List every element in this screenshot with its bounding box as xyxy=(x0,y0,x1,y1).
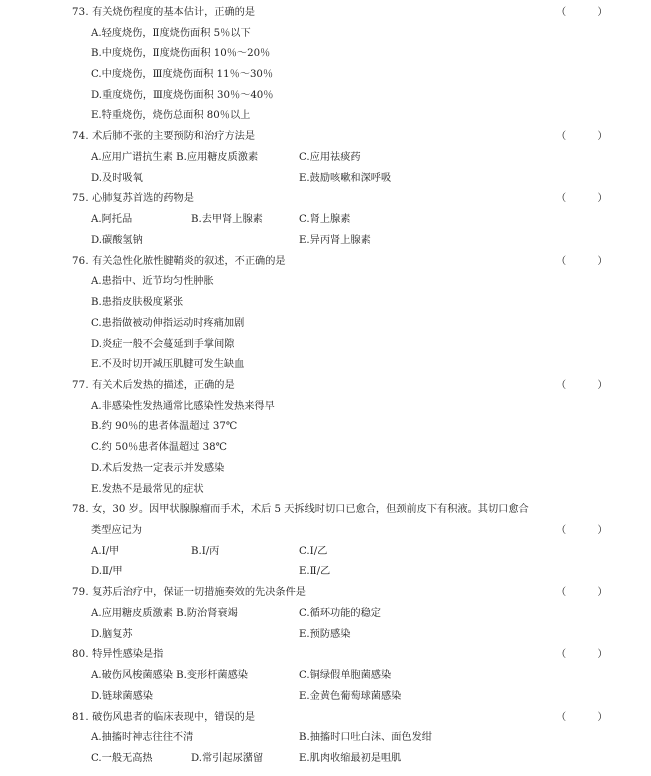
option-c: C.约 50％患者体温超过 38℃ xyxy=(91,442,227,453)
answer-bracket: （ ） xyxy=(556,193,622,204)
option-d: D.Ⅱ/甲 xyxy=(91,566,123,577)
option-b: B.约 90％的患者体温超过 37℃ xyxy=(91,421,238,432)
question-77-stem xyxy=(72,379,235,392)
option-c: C.循环功能的稳定 xyxy=(299,608,381,619)
question-text: 术后肺不张的主要预防和治疗方法是 xyxy=(92,131,256,142)
question-text: 心肺复苏首选的药物是 xyxy=(92,193,194,204)
answer-bracket: （ ） xyxy=(556,380,622,391)
answer-bracket: （ ） xyxy=(556,131,622,142)
option-e: E.特重烧伤，烧伤总面积 80％以上 xyxy=(91,110,251,121)
option-e: E.异丙肾上腺素 xyxy=(299,235,371,246)
option-c: C.中度烧伤，Ⅲ度烧伤面积 11％～30％ xyxy=(91,69,274,80)
question-number: 76. xyxy=(72,256,89,267)
question-number: 79. xyxy=(72,587,89,598)
question-80-stem xyxy=(72,648,163,661)
option-a: A.阿托品 xyxy=(91,214,133,225)
question-78-stem-cont: 类型应记为 xyxy=(91,525,142,536)
option-c: C.一般无高热 xyxy=(91,753,153,764)
option-a: A.非感染性发热通常比感染性发热来得早 xyxy=(91,401,275,412)
question-74-stem xyxy=(72,130,255,143)
question-text: 有关术后发热的描述，正确的是 xyxy=(92,380,235,391)
option-b: B.中度烧伤，Ⅱ度烧伤面积 10％～20％ xyxy=(91,48,271,59)
question-text: 女，30 岁。因甲状腺腺瘤而手术，术后 5 天拆线时切口已愈合，但颈前皮下有积液。其切口愈合 xyxy=(92,504,529,515)
option-d: D.脑复苏 xyxy=(91,629,133,640)
option-c: C.肾上腺素 xyxy=(299,214,351,225)
option-d: D.重度烧伤，Ⅲ度烧伤面积 30％～40％ xyxy=(91,90,274,101)
question-number: 77. xyxy=(72,380,89,391)
option-d: D.碳酸氢钠 xyxy=(91,235,143,246)
question-text: 特异性感染是指 xyxy=(92,649,164,660)
option-b: B.抽搐时口吐白沫、面色发绀 xyxy=(299,732,432,743)
question-text: 复苏后治疗中，保证一切措施奏效的先决条件是 xyxy=(92,587,306,598)
answer-bracket: （ ） xyxy=(556,587,622,598)
option-d: D.炎症一般不会蔓延到手掌间隙 xyxy=(91,339,235,350)
option-a: A.Ⅰ/甲 xyxy=(91,546,120,557)
question-76-stem xyxy=(72,255,286,268)
question-79-stem xyxy=(72,586,306,599)
option-b: B.Ⅰ/丙 xyxy=(191,546,220,557)
answer-bracket: （ ） xyxy=(556,712,622,723)
option-d: D.常引起尿潴留 xyxy=(191,753,264,764)
option-c: C.患指做被动伸指运动时疼痛加剧 xyxy=(91,318,245,329)
answer-bracket: （ ） xyxy=(556,256,622,267)
option-e: E.预防感染 xyxy=(299,629,351,640)
option-e: E.鼓励咳嗽和深呼吸 xyxy=(299,173,392,184)
option-c: C.铜绿假单胞菌感染 xyxy=(299,670,392,681)
option-ab: A.应用广谱抗生素 B.应用糖皮质激素 xyxy=(91,152,259,163)
question-78-stem xyxy=(72,503,529,516)
option-a: A.轻度烧伤，Ⅱ度烧伤面积 5％以下 xyxy=(91,28,251,39)
option-b: B.去甲肾上腺素 xyxy=(191,214,263,225)
answer-bracket: （ ） xyxy=(556,649,622,660)
answer-bracket: （ ） xyxy=(556,7,622,18)
option-e: E.肌肉收缩最初是咀肌 xyxy=(299,753,402,764)
question-number: 74. xyxy=(72,131,89,142)
option-ab: A.应用糖皮质激素 B.防治肾衰竭 xyxy=(91,608,238,619)
question-73-stem xyxy=(72,6,255,19)
question-text: 破伤风患者的临床表现中，错误的是 xyxy=(92,712,256,723)
option-c: C.Ⅰ/乙 xyxy=(299,546,328,557)
question-number: 80. xyxy=(72,649,89,660)
question-number: 81. xyxy=(72,712,89,723)
option-e: E.金黄色葡萄球菌感染 xyxy=(299,691,402,702)
option-c: C.应用祛痰药 xyxy=(299,152,361,163)
option-e: E.发热不是最常见的症状 xyxy=(91,484,204,495)
option-a: A.抽搐时神志往往不清 xyxy=(91,732,194,743)
option-e: E.Ⅱ/乙 xyxy=(299,566,331,577)
question-number: 78. xyxy=(72,504,89,515)
question-text: 有关急性化脓性腱鞘炎的叙述，不正确的是 xyxy=(92,256,286,267)
option-ab: A.破伤风梭菌感染 B.变形杆菌感染 xyxy=(91,670,248,681)
question-81-stem xyxy=(72,711,255,724)
question-75-stem xyxy=(72,192,194,205)
option-d: D.术后发热一定表示并发感染 xyxy=(91,463,225,474)
option-d: D.链球菌感染 xyxy=(91,691,153,702)
option-d: D.及时吸氧 xyxy=(91,173,143,184)
option-a: A.患指中、近节均匀性肿胀 xyxy=(91,276,214,287)
option-b: B.患指皮肤极度紧张 xyxy=(91,297,184,308)
option-e: E.不及时切开减压肌腱可发生缺血 xyxy=(91,359,245,370)
question-text: 有关烧伤程度的基本估计，正确的是 xyxy=(92,7,256,18)
question-number: 75. xyxy=(72,193,89,204)
question-number: 73. xyxy=(72,7,89,18)
answer-bracket: （ ） xyxy=(556,525,622,536)
